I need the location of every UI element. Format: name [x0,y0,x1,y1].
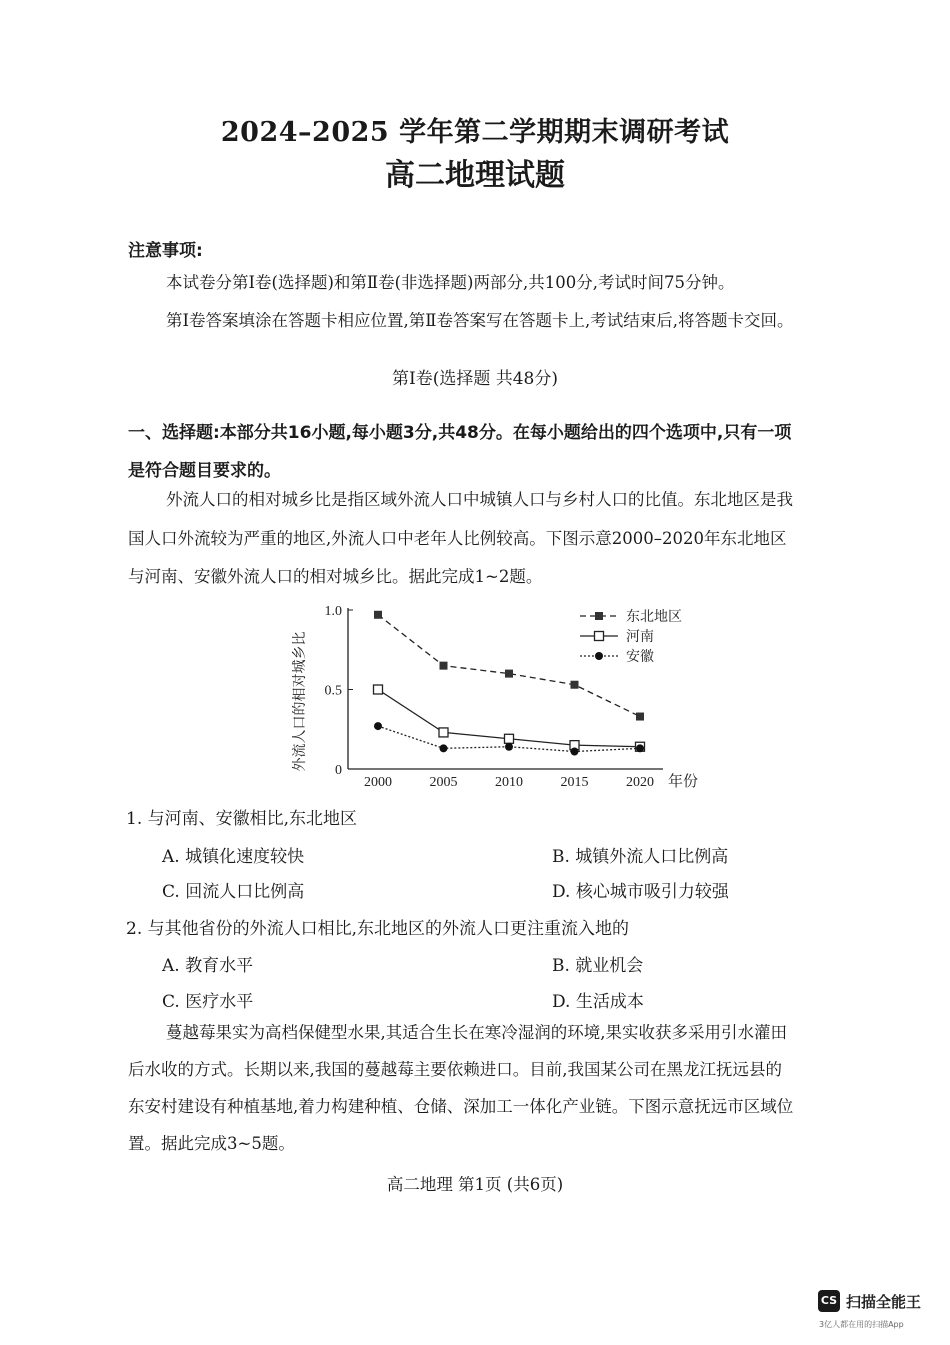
passage2-line-4: 置。据此完成3~5题。 [128,1134,295,1153]
question-2-stem: 2. 与其他省份的外流人口相比,东北地区的外流人口更注重流入地的 [126,919,630,939]
section-heading-line-1: 一、选择题:本部分共16小题,每小题3分,共48分。在每小题给出的四个选项中,只有一项 [128,423,792,443]
passage2-line-2: 后水收的方式。长期以来,我国的蔓越莓主要依赖进口。目前,我国某公司在黑龙江抚远县的 [128,1060,782,1079]
exam-subtitle: 高二地理试题 [385,158,565,193]
data-point [571,681,579,689]
question-1-stem: 1. 与河南、安徽相比,东北地区 [126,809,358,829]
legend-label: 东北地区 [626,609,682,625]
scanner-slogan: 3亿人都在用的扫描App [819,1320,904,1329]
passage1-line-3: 与河南、安徽外流人口的相对城乡比。据此完成1~2题。 [128,567,543,586]
x-tick-label: 2020 [626,775,654,790]
exam-title: 2024–2025 学年第二学期期末调研考试 [220,117,730,148]
cs-logo-icon: CS [818,1290,840,1312]
section-heading-line-2: 是符合题目要求的。 [128,461,281,481]
series-line-东北地区 [378,615,640,717]
y-axis-label: 外流人口的相对城乡比 [292,631,308,772]
data-point [439,728,448,737]
passage2-line-1: 蔓越莓果实为高档保健型水果,其适合生长在寒冷湿润的环境,果实收获多采用引水灌田 [166,1023,787,1042]
line-chart [290,596,720,796]
legend-label: 河南 [626,629,654,645]
question-1-option-d: D. 核心城市吸引力较强 [552,882,729,902]
passage1-line-1: 外流人口的相对城乡比是指区域外流人口中城镇人口与乡村人口的比值。东北地区是我 [166,490,793,509]
notice-line-1: 本试卷分第Ⅰ卷(选择题)和第Ⅱ卷(非选择题)两部分,共100分,考试时间75分钟。 [166,273,735,292]
question-2-option-c: C. 医疗水平 [162,992,254,1012]
part1-title: 第Ⅰ卷(选择题 共48分) [391,369,558,389]
x-tick-label: 2015 [560,775,589,790]
y-tick-label: 0 [335,763,342,778]
x-tick-label: 2000 [364,775,392,790]
legend-label: 安徽 [626,649,654,665]
data-point [595,632,604,641]
data-point [505,743,513,751]
data-point [374,722,382,730]
data-point [374,685,383,694]
x-tick-label: 2010 [495,775,523,790]
y-tick-label: 0.5 [324,683,342,699]
question-2-option-d: D. 生活成本 [552,992,644,1012]
data-point [636,713,644,721]
question-1-option-c: C. 回流人口比例高 [162,882,305,902]
notice-heading: 注意事项: [128,241,203,261]
data-point [440,662,448,670]
question-1-option-b: B. 城镇外流人口比例高 [552,847,729,867]
data-point [374,611,382,619]
x-axis-label: 年份 [668,772,699,790]
data-point [636,744,644,752]
question-2-option-b: B. 就业机会 [552,956,644,976]
y-tick-label: 1.0 [324,604,342,619]
scanner-app-name: 扫描全能王 [846,1293,922,1311]
x-tick-label: 2005 [429,775,458,790]
data-point [440,744,448,752]
data-point [571,748,579,756]
passage1-line-2: 国人口外流较为严重的地区,外流人口中老年人比例较高。下图示意2000–2020年东北地区 [128,529,787,548]
scanner-watermark [818,1288,946,1338]
data-point [595,612,603,620]
data-point [595,652,603,660]
data-point [505,734,514,743]
passage2-line-3: 东安村建设有种植基地,着力构建种植、仓储、深加工一体化产业链。下图示意抚远市区域位 [128,1097,794,1116]
question-2-option-a: A. 教育水平 [162,956,254,976]
question-1-option-a: A. 城镇化速度较快 [162,847,305,867]
page-footer: 高二地理 第1页 (共6页) [386,1175,564,1194]
data-point [505,670,513,678]
notice-line-2: 第Ⅰ卷答案填涂在答题卡相应位置,第Ⅱ卷答案写在答题卡上,考试结束后,将答题卡交回。 [166,311,794,330]
